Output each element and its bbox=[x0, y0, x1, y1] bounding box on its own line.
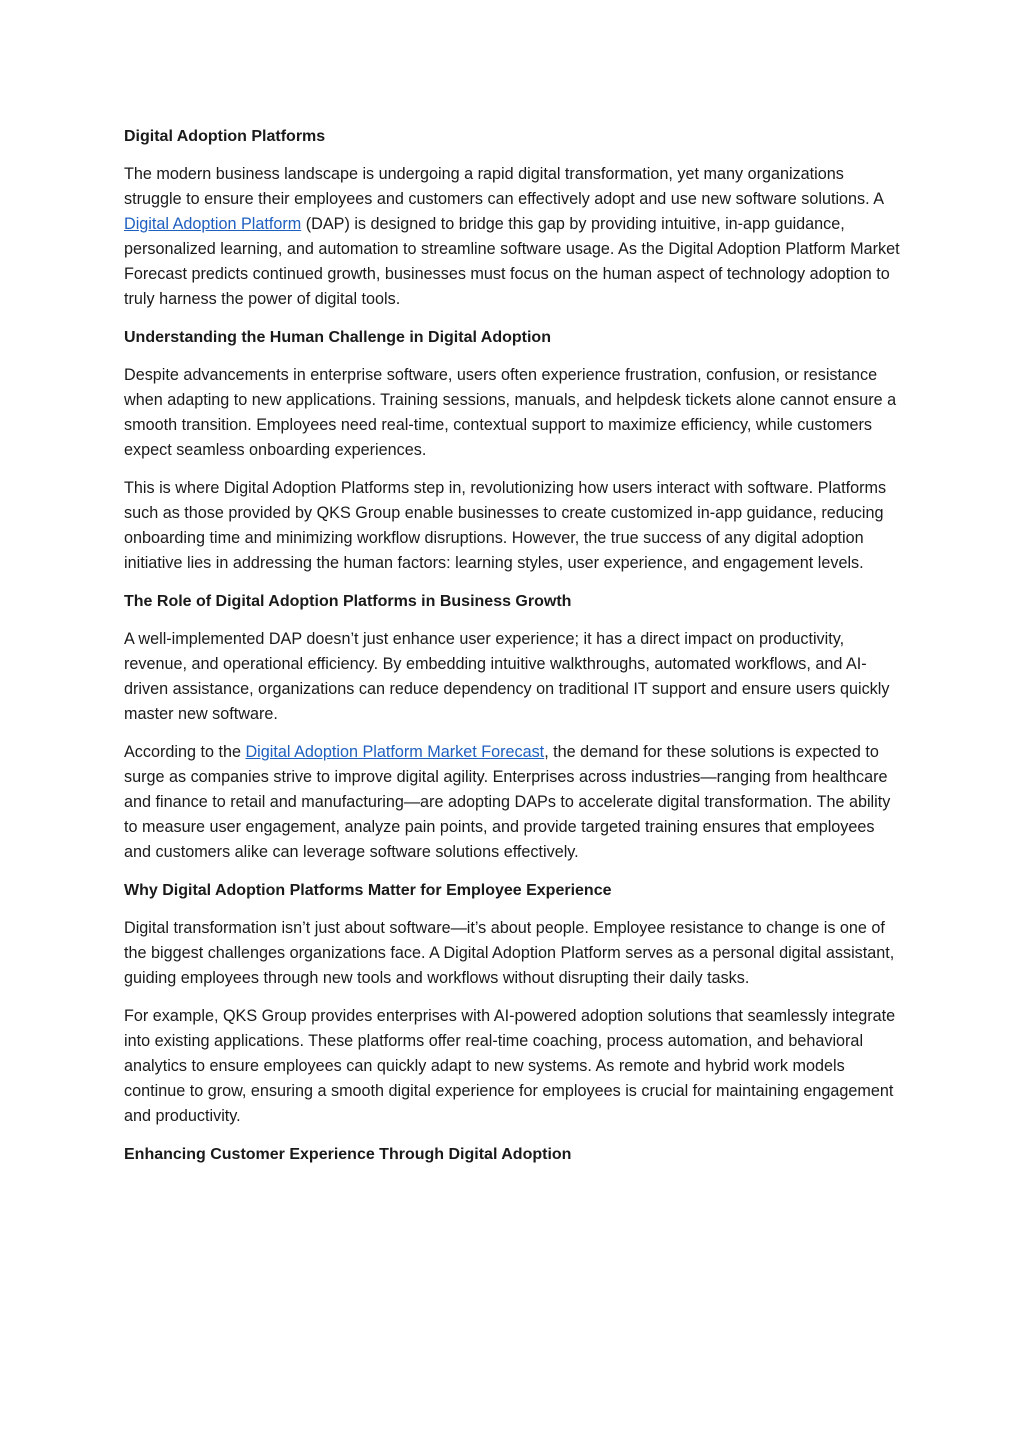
human-challenge-paragraph-1: Despite advancements in enterprise software, users often experience frustration, confusion, or resistance when adapting to new applications. Training sessions, manuals, and helpdesk tickets alone cannot ensure a smooth transition. Employees need real-time, contextual support to maximize efficiency, while customers expect seamless onboarding experiences. bbox=[124, 366, 897, 459]
section-heading-business-growth: The Role of Digital Adoption Platforms in Business Growth bbox=[124, 593, 572, 610]
market-forecast-link[interactable]: Digital Adoption Platform Market Forecast bbox=[245, 743, 545, 761]
document-page bbox=[124, 124, 900, 1180]
document-title: Digital Adoption Platforms bbox=[124, 128, 326, 145]
section-heading-human-challenge: Understanding the Human Challenge in Digital Adoption bbox=[124, 329, 551, 346]
intro-text-end: (DAP) is designed to bridge this gap by providing intuitive, in-app guidance, personalized learning, and automation to streamline software usage. As the Digital Adoption Platform Market Forecast predicts continued growth, businesses must focus on the human aspect of technology adoption to truly harness the power of digital tools. bbox=[124, 215, 900, 308]
business-growth-paragraph-2 bbox=[124, 740, 900, 865]
section-heading-employee-experience: Why Digital Adoption Platforms Matter for Employee Experience bbox=[124, 882, 612, 899]
intro-paragraph bbox=[124, 162, 900, 312]
employee-experience-paragraph-1: Digital transformation isn’t just about software—it’s about people. Employee resistance to change is one of the biggest challenges organizations face. A Digital Adoption Platform serves as a personal digital assistant, guiding employees through new tools and workflows without disrupting their daily tasks. bbox=[124, 919, 895, 987]
intro-text-start: The modern business landscape is undergoing a rapid digital transformation, yet many organizations struggle to ensure their employees and customers can effectively adopt and use new software solutions. A bbox=[124, 165, 884, 208]
business-growth-text-start: According to the bbox=[124, 743, 246, 761]
human-challenge-paragraph-2: This is where Digital Adoption Platforms step in, revolutionizing how users interact with software. Platforms such as those provided by QKS Group enable businesses to create customized in-app guidance, reducing onboarding time and minimizing workflow disruptions. However, the true success of any digital adoption initiative lies in addressing the human factors: learning styles, user experience, and engagement levels. bbox=[124, 479, 887, 572]
digital-adoption-platform-link[interactable]: Digital Adoption Platform bbox=[124, 215, 302, 233]
business-growth-paragraph-1: A well-implemented DAP doesn’t just enhance user experience; it has a direct impact on productivity, revenue, and operational efficiency. By embedding intuitive walkthroughs, automated workflows, and AI-driven assistance, organizations can reduce dependency on traditional IT support and ensure users quickly master new software. bbox=[124, 630, 890, 723]
section-heading-customer-experience: Enhancing Customer Experience Through Digital Adoption bbox=[124, 1146, 572, 1163]
employee-experience-paragraph-2: For example, QKS Group provides enterprises with AI-powered adoption solutions that seamlessly integrate into existing applications. These platforms offer real-time coaching, process automation, and behavioral analytics to ensure employees can quickly adapt to new systems. As remote and hybrid work models continue to grow, ensuring a smooth digital experience for employees is crucial for maintaining engagement and productivity. bbox=[124, 1007, 896, 1125]
business-growth-text-end: , the demand for these solutions is expected to surge as companies strive to improve digital agility. Enterprises across industries—ranging from healthcare and finance to retail and manufacturing—are adopting DAPs to accelerate digital transformation. The ability to measure user engagement, analyze pain points, and provide targeted training ensures that employees and customers alike can leverage software solutions effectively. bbox=[124, 743, 891, 861]
